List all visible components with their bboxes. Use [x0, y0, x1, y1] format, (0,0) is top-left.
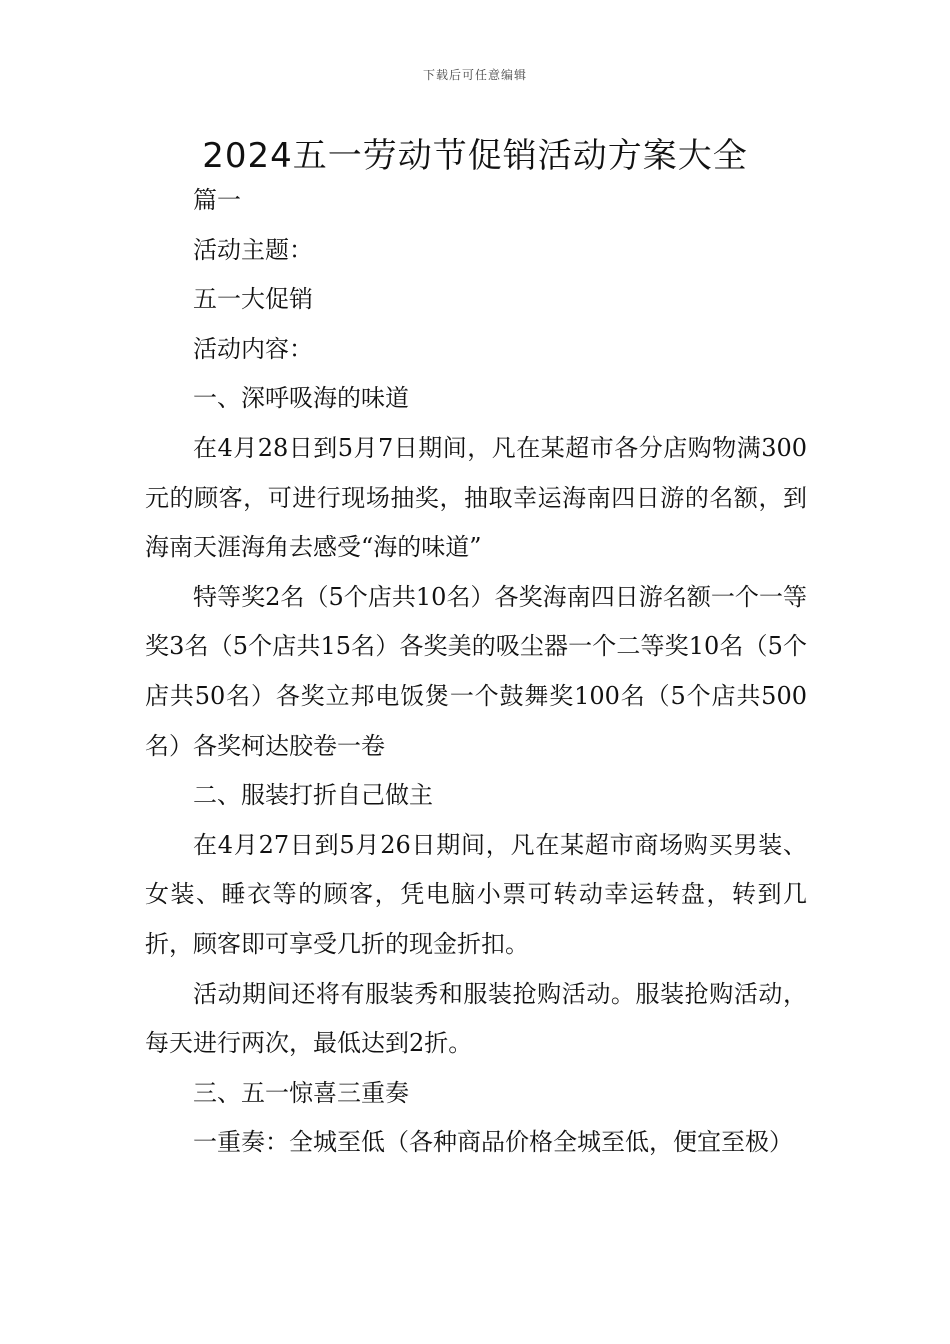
paragraph-prizes: 特等奖2名（5个店共10名）各奖海南四日游名额一个一等奖3名（5个店共15名）各奖美的吸尘器一个二等奖10名（5个店共50名）各奖立邦电饭煲一个鼓舞奖100名（5个店共500名）各奖柯达胶卷一卷 — [145, 582, 807, 760]
paragraph-content-heading: 活动内容： — [193, 334, 313, 363]
document-body — [145, 176, 807, 1168]
header-note: 下载后可任意编辑 — [422, 68, 527, 82]
paragraph-section-label: 篇一 — [193, 186, 241, 214]
paragraph-theme-heading: 活动主题： — [193, 235, 313, 264]
paragraph-discount: 在4月27日到5月26日期间，凡在某超市商场购买男装、女装、睡衣等的顾客，凭电脑小票可转动幸运转盘，转到几折，顾客即可享受几折的现金折扣。 — [145, 830, 807, 958]
paragraph-heading-1: 一、深呼吸海的味道 — [193, 384, 409, 413]
paragraph-heading-2: 二、服装打折自己做主 — [193, 781, 433, 810]
paragraph-first-movement: 一重奏：全城至低（各种商品价格全城至低，便宜至极） — [193, 1128, 793, 1157]
paragraph-fashion-show: 活动期间还将有服装秀和服装抢购活动。服装抢购活动，每天进行两次，最低达到2折。 — [145, 979, 807, 1058]
paragraph-heading-3: 三、五一惊喜三重奏 — [193, 1078, 409, 1107]
document-title: 2024五一劳动节促销活动方案大全 — [202, 136, 748, 176]
paragraph-theme: 五一大促销 — [193, 285, 313, 314]
paragraph-lottery: 在4月28日到5月7日期间，凡在某超市各分店购物满300元的顾客，可进行现场抽奖，抽取幸运海南四日游的名额，到海南天涯海角去感受“海的味道” — [145, 433, 807, 562]
